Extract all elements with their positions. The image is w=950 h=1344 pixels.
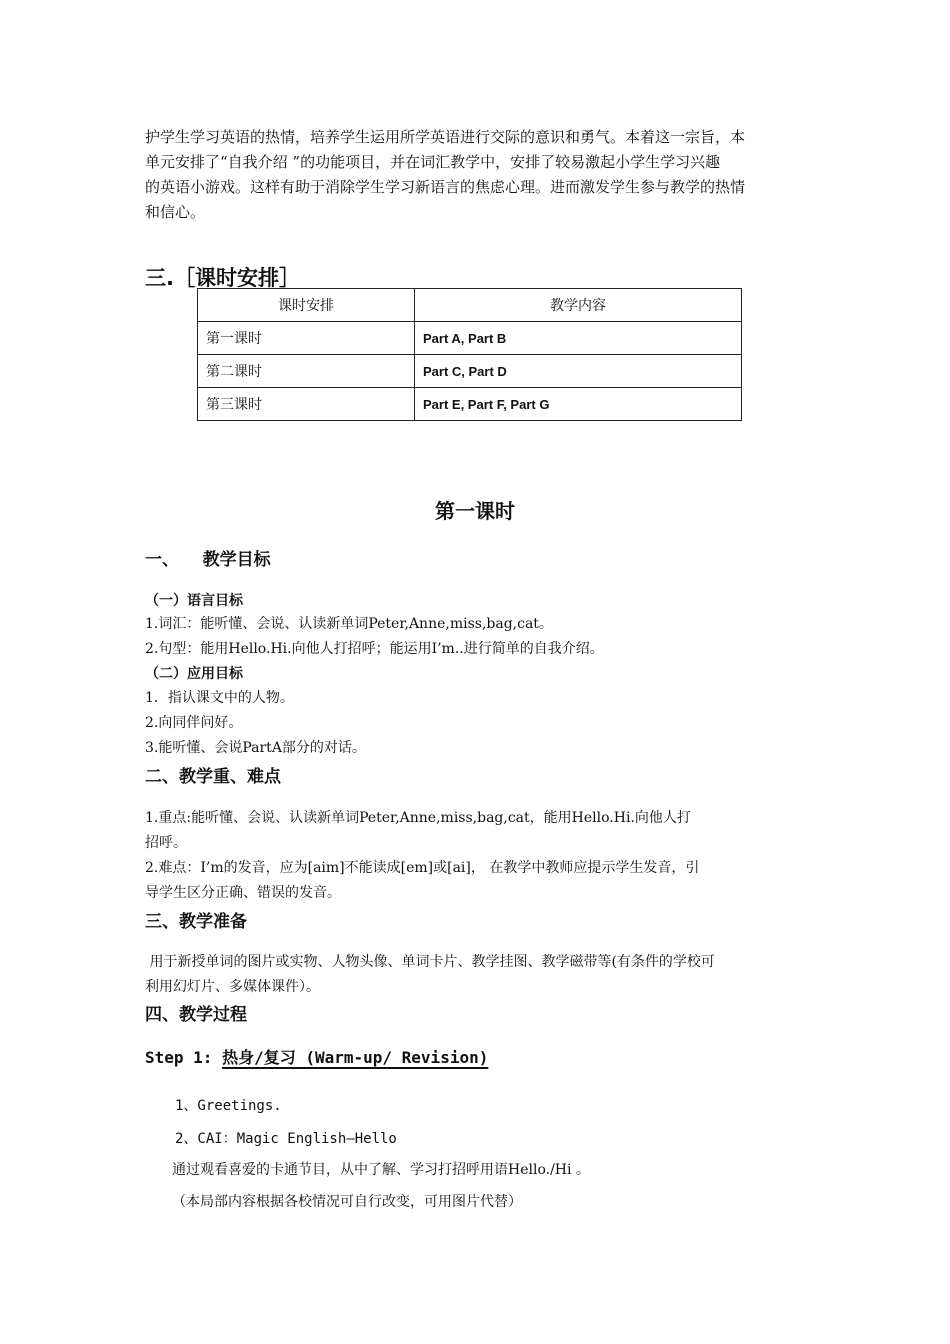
intro-line: 和信心。 bbox=[145, 203, 206, 221]
content-cell: Part A, Part B bbox=[415, 322, 742, 355]
goal-item: 2.向同伴问好。 bbox=[145, 715, 243, 731]
language-goals-heading: （一）语言目标 bbox=[145, 593, 243, 609]
goals-heading: 一、 教学目标 bbox=[145, 550, 271, 570]
key-point-line: 导学生区分正确、错误的发音。 bbox=[145, 885, 341, 901]
period-cell: 第一课时 bbox=[198, 322, 415, 355]
intro-paragraph bbox=[145, 125, 810, 225]
application-goals-heading: （二）应用目标 bbox=[145, 666, 243, 682]
step-label: Step 1: bbox=[145, 1048, 223, 1067]
preparation-body bbox=[145, 950, 810, 1000]
step-item: 1、Greetings. bbox=[175, 1098, 282, 1114]
step-title: 热身/复习 (Warm-up/ Revision) bbox=[222, 1048, 489, 1067]
lesson-title: 第一课时 bbox=[435, 499, 515, 523]
intro-line: 护学生学习英语的热情，培养学生运用所学英语进行交际的意识和勇气。本着这一宗旨，本 bbox=[145, 128, 746, 146]
key-point-line: 招呼。 bbox=[145, 835, 187, 851]
table-row bbox=[198, 355, 742, 388]
step-note: （本局部内容根据各校情况可自行改变，可用图片代替） bbox=[172, 1194, 522, 1210]
goal-item: 1．指认课文中的人物。 bbox=[145, 690, 294, 706]
step-1-notes bbox=[172, 1154, 802, 1218]
preparation-heading: 三、教学准备 bbox=[145, 912, 247, 932]
table-header-row bbox=[198, 289, 742, 322]
content-cell: Part C, Part D bbox=[415, 355, 742, 388]
key-point-line: 2.难点：I’m的发音，应为[aim]不能读成[em]或[ai]， 在教学中教师应提示学生发音，引 bbox=[145, 860, 700, 876]
key-point-line: 1.重点:能听懂、会说、认读新单词Peter,Anne,miss,bag,cat，能用Hello.Hi.向他人打 bbox=[145, 810, 691, 826]
step-note: 通过观看喜爱的卡通节目，从中了解、学习打招呼用语Hello./Hi 。 bbox=[172, 1162, 590, 1178]
column-header-period: 课时安排 bbox=[198, 289, 415, 322]
goal-item: 3.能听懂、会说PartA部分的对话。 bbox=[145, 740, 366, 756]
column-header-content: 教学内容 bbox=[415, 289, 742, 322]
content-cell: Part E, Part F, Part G bbox=[415, 388, 742, 421]
goal-item: 1.词汇：能听懂、会说、认读新单词Peter,Anne,miss,bag,cat。 bbox=[145, 616, 553, 632]
goal-item: 2.句型：能用Hello.Hi.向他人打招呼；能运用I’m..进行简单的自我介绍。 bbox=[145, 641, 604, 657]
key-points-body bbox=[145, 806, 810, 906]
preparation-line: 用于新授单词的图片或实物、人物头像、单词卡片、教学挂图、教学磁带等(有条件的学校可 bbox=[145, 954, 715, 970]
step-1-items bbox=[175, 1090, 795, 1156]
goals-section bbox=[145, 590, 810, 761]
intro-line: 的英语小游戏。这样有助于消除学生学习新语言的焦虑心理。进而激发学生参与教学的热情 bbox=[145, 178, 746, 196]
step-1-heading bbox=[145, 1045, 810, 1068]
period-cell: 第二课时 bbox=[198, 355, 415, 388]
preparation-line: 利用幻灯片、多媒体课件）。 bbox=[145, 979, 320, 995]
schedule-heading: 三.［课时安排］ bbox=[145, 266, 300, 290]
key-points-heading: 二、教学重、难点 bbox=[145, 767, 281, 787]
table-row bbox=[198, 388, 742, 421]
step-item: 2、CAI：Magic English—Hello bbox=[175, 1131, 397, 1147]
period-cell: 第三课时 bbox=[198, 388, 415, 421]
intro-line: 单元安排了“自我介绍 ”的功能项目，并在词汇教学中，安排了较易激起小学生学习兴趣 bbox=[145, 153, 721, 171]
table-row bbox=[198, 322, 742, 355]
schedule-table bbox=[197, 288, 742, 421]
process-heading: 四、教学过程 bbox=[145, 1005, 247, 1025]
